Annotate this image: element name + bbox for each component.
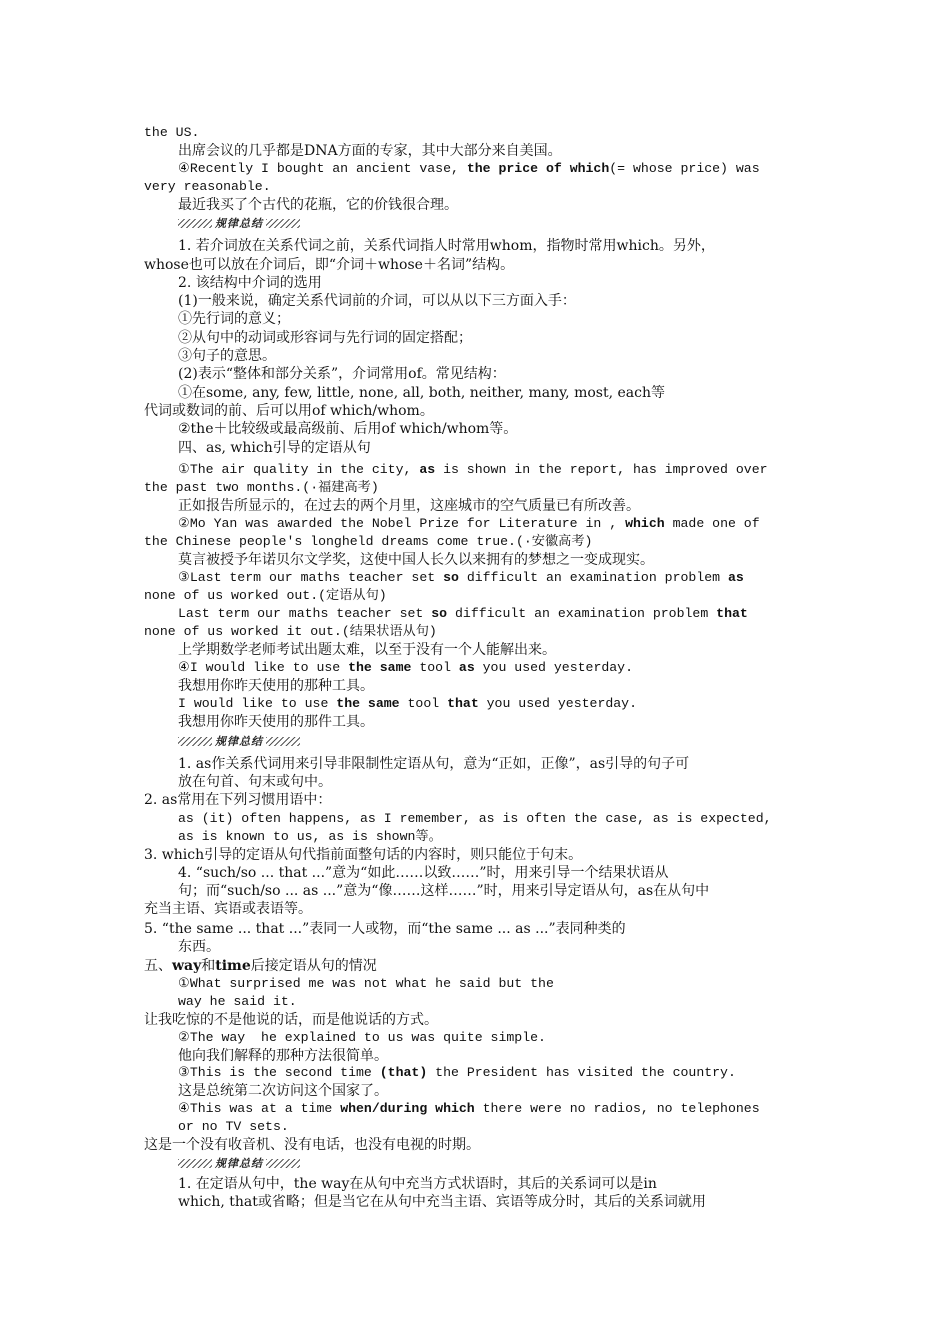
text-run: 正如报告所显示的，在过去的两个月里，这座城市的空气质量已有所改善。 bbox=[178, 498, 640, 514]
hatch-decoration bbox=[266, 219, 300, 228]
text-run: 我想用你昨天使用的那种工具。 bbox=[178, 678, 374, 694]
text-line bbox=[144, 920, 806, 938]
text-line bbox=[178, 196, 806, 214]
text-line bbox=[178, 695, 806, 713]
text-line bbox=[178, 1193, 806, 1211]
text-run: none of us worked out.(定语从句) bbox=[144, 588, 387, 603]
text-run: way he said it. bbox=[178, 994, 297, 1009]
text-run: (2)表示“整体和部分关系”，介词常用of。常见结构： bbox=[178, 366, 506, 382]
text-run: 莫言被授予年诺贝尔文学奖，这使中国人长久以来拥有的梦想之一变成现实。 bbox=[178, 552, 654, 568]
text-run: Last term our maths teacher set bbox=[178, 606, 432, 621]
hatch-decoration bbox=[178, 737, 212, 746]
text-line bbox=[178, 551, 806, 569]
text-line bbox=[144, 587, 806, 605]
text-line bbox=[178, 1064, 806, 1082]
text-run: made one of bbox=[664, 516, 760, 531]
hatch-decoration bbox=[178, 1159, 212, 1168]
bold-phrase: the price of which bbox=[466, 161, 610, 176]
text-run: 5. “the same ... that ...”表同一人或物，而“the same ... as ...”表同种类的 bbox=[144, 921, 626, 937]
text-run: difficult an examination problem bbox=[458, 570, 728, 585]
text-run: the US. bbox=[144, 125, 200, 140]
text-run: which, that或省略；但是当它在从句中充当主语、宾语等成分时，其后的关系词就用 bbox=[178, 1194, 706, 1210]
text-run: ②从句中的动词或形容词与先行词的固定搭配； bbox=[178, 330, 472, 346]
hatch-decoration bbox=[266, 737, 300, 746]
text-line bbox=[178, 365, 806, 383]
text-line bbox=[178, 569, 806, 587]
text-line bbox=[144, 791, 806, 809]
text-line bbox=[178, 659, 806, 677]
text-run: ④Recently I bought an ancient vase, bbox=[178, 161, 467, 176]
divider-label: 规律总结 bbox=[215, 734, 263, 748]
text-run: ③Last term our maths teacher set bbox=[178, 570, 444, 585]
bold-phrase: as bbox=[419, 462, 436, 477]
text-run: 2. 该结构中介词的选用 bbox=[178, 275, 322, 291]
text-line bbox=[178, 605, 806, 623]
section-divider-summary bbox=[178, 215, 300, 231]
text-run: ③句子的意思。 bbox=[178, 348, 276, 364]
text-run: (1)一般来说，确定关系代词前的介词，可以从以下三方面入手： bbox=[178, 293, 576, 309]
text-line bbox=[178, 310, 806, 328]
text-run: the Chinese people's longheld dreams come true.(·安徽高考) bbox=[144, 534, 593, 549]
text-line bbox=[178, 755, 806, 773]
text-line bbox=[178, 828, 806, 846]
text-line bbox=[144, 124, 806, 142]
text-line bbox=[178, 142, 806, 160]
bold-phrase: when/during which bbox=[340, 1101, 475, 1116]
text-run: 句；而“such/so ... as ...”意为“像……这样……”时，用来引导定语从句，as在从句中 bbox=[178, 883, 710, 899]
text-run: the past two months.(·福建高考) bbox=[144, 480, 379, 495]
hatch-decoration bbox=[178, 219, 212, 228]
text-line bbox=[178, 160, 806, 178]
bold-phrase: time bbox=[215, 958, 251, 974]
text-run: 充当主语、宾语或表语等。 bbox=[144, 901, 312, 917]
text-line bbox=[144, 900, 806, 918]
text-run: ②the＋比较级或最高级前、后用of which/whom等。 bbox=[178, 421, 518, 437]
bold-phrase: which bbox=[625, 516, 665, 531]
text-line bbox=[178, 1175, 806, 1193]
text-run: ②The way he explained to us was quite simple. bbox=[178, 1030, 546, 1045]
text-run: 后接定语从句的情况 bbox=[250, 958, 377, 974]
text-line bbox=[178, 237, 806, 255]
text-run: 这是总统第二次访问这个国家了。 bbox=[178, 1083, 388, 1099]
bold-phrase: as bbox=[727, 570, 744, 585]
text-run: 上学期数学老师考试出题太难，以至于没有一个人能解出来。 bbox=[178, 642, 556, 658]
text-run: difficult an examination problem bbox=[447, 606, 717, 621]
text-line bbox=[178, 420, 806, 438]
text-run: 放在句首、句末或句中。 bbox=[178, 774, 332, 790]
text-run: 1. 在定语从句中，the way在从句中充当方式状语时，其后的关系词可以是in bbox=[178, 1176, 657, 1192]
text-line bbox=[144, 402, 806, 420]
text-run: very reasonable. bbox=[144, 179, 271, 194]
text-line bbox=[178, 810, 806, 828]
bold-phrase: as bbox=[458, 660, 475, 675]
text-run: ①What surprised me was not what he said but the bbox=[178, 976, 554, 991]
text-line bbox=[178, 882, 806, 900]
text-line bbox=[144, 256, 806, 274]
text-run: tool bbox=[411, 660, 459, 675]
text-line bbox=[178, 713, 806, 731]
text-line bbox=[144, 1136, 806, 1154]
text-run: ②Mo Yan was awarded the Nobel Prize for Literature in , bbox=[178, 516, 626, 531]
text-run: as is known to us, as is shown等。 bbox=[178, 829, 442, 844]
text-run: 和 bbox=[201, 958, 216, 974]
text-run: is shown in the report, has improved over bbox=[435, 462, 768, 477]
text-line bbox=[144, 623, 806, 641]
text-run: ①在some, any, few, little, none, all, both, neither, many, most, each等 bbox=[178, 385, 665, 401]
text-line bbox=[178, 461, 806, 479]
text-line bbox=[144, 178, 806, 196]
text-line bbox=[178, 384, 806, 402]
text-run: (= whose price) was bbox=[609, 161, 760, 176]
text-line bbox=[178, 439, 806, 457]
bold-phrase: that bbox=[716, 606, 748, 621]
text-run: 这是一个没有收音机、没有电话，也没有电视的时期。 bbox=[144, 1137, 480, 1153]
text-line bbox=[178, 677, 806, 695]
text-run: ④I would like to use bbox=[178, 660, 349, 675]
bold-phrase: the same bbox=[348, 660, 412, 675]
text-line bbox=[178, 773, 806, 791]
text-run: 代词或数词的前、后可以用of which/whom。 bbox=[144, 403, 434, 419]
text-line bbox=[178, 329, 806, 347]
hatch-decoration bbox=[266, 1159, 300, 1168]
text-line bbox=[178, 497, 806, 515]
bold-phrase: so bbox=[443, 570, 459, 585]
text-run: you used yesterday. bbox=[478, 696, 638, 711]
text-line bbox=[144, 846, 806, 864]
text-line bbox=[178, 975, 806, 993]
bold-phrase: that bbox=[447, 696, 479, 711]
section-divider-summary bbox=[178, 733, 300, 749]
text-line bbox=[178, 274, 806, 292]
text-run: as (it) often happens, as I remember, as is often the case, as is expected, bbox=[178, 811, 772, 826]
text-line bbox=[144, 1011, 806, 1029]
text-run: there were no radios, no telephones bbox=[474, 1101, 760, 1116]
text-run: I would like to use bbox=[178, 696, 337, 711]
bold-phrase: way bbox=[172, 958, 202, 974]
text-run: ④This was at a time bbox=[178, 1101, 341, 1116]
text-line bbox=[144, 479, 806, 497]
divider-label: 规律总结 bbox=[215, 1156, 263, 1170]
text-line bbox=[178, 1118, 806, 1136]
text-run: whose也可以放在介词后，即“介词＋whose＋名词”结构。 bbox=[144, 257, 515, 273]
text-line bbox=[178, 641, 806, 659]
text-run: tool bbox=[399, 696, 448, 711]
text-line bbox=[178, 1082, 806, 1100]
text-line bbox=[178, 993, 806, 1011]
text-line bbox=[178, 1047, 806, 1065]
text-run: 1. as作关系代词用来引导非限制性定语从句，意为“正如，正像”，as引导的句子可 bbox=[178, 756, 690, 772]
text-line bbox=[178, 347, 806, 365]
text-run: or no TV sets. bbox=[178, 1119, 289, 1134]
bold-phrase: (that) bbox=[379, 1065, 428, 1080]
text-run: 4. “such/so ... that ...”意为“如此……以致……”时，用来引导一个结果状语从 bbox=[178, 865, 669, 881]
text-run: 让我吃惊的不是他说的话，而是他说话的方式。 bbox=[144, 1012, 438, 1028]
text-line bbox=[144, 957, 806, 975]
text-line bbox=[178, 1029, 806, 1047]
text-line bbox=[178, 515, 806, 533]
text-line bbox=[178, 864, 806, 882]
text-run: ③This is the second time bbox=[178, 1065, 380, 1080]
text-run: 1. 若介词放在关系代词之前，关系代词指人时常用whom，指物时常用which。另外， bbox=[178, 238, 715, 254]
text-run: you used yesterday. bbox=[474, 660, 634, 675]
text-run: the President has visited the country. bbox=[427, 1065, 736, 1080]
section-divider-summary bbox=[178, 1155, 300, 1171]
text-run: 我想用你昨天使用的那件工具。 bbox=[178, 714, 374, 730]
text-run: 2. as常用在下列习惯用语中： bbox=[144, 792, 332, 808]
text-run: 出席会议的几乎都是DNA方面的专家，其中大部分来自美国。 bbox=[178, 143, 562, 159]
bold-phrase: so bbox=[431, 606, 448, 621]
text-run: 他向我们解释的那种方法很简单。 bbox=[178, 1048, 388, 1064]
text-run: 3. which引导的定语从句代指前面整句话的内容时，则只能位于句末。 bbox=[144, 847, 583, 863]
text-run: 四、as, which引导的定语从句 bbox=[178, 440, 371, 456]
text-line bbox=[178, 938, 806, 956]
text-run: none of us worked it out.(结果状语从句) bbox=[144, 624, 437, 639]
text-run: ①先行词的意义； bbox=[178, 311, 290, 327]
divider-label: 规律总结 bbox=[215, 216, 263, 230]
text-run: 最近我买了个古代的花瓶，它的价钱很合理。 bbox=[178, 197, 458, 213]
text-line bbox=[178, 1100, 806, 1118]
bold-phrase: the same bbox=[336, 696, 400, 711]
text-run: 东西。 bbox=[178, 939, 220, 955]
text-line bbox=[178, 292, 806, 310]
text-line bbox=[144, 533, 806, 551]
text-run: ①The air quality in the city, bbox=[178, 462, 420, 477]
text-run: 五、 bbox=[144, 958, 172, 974]
